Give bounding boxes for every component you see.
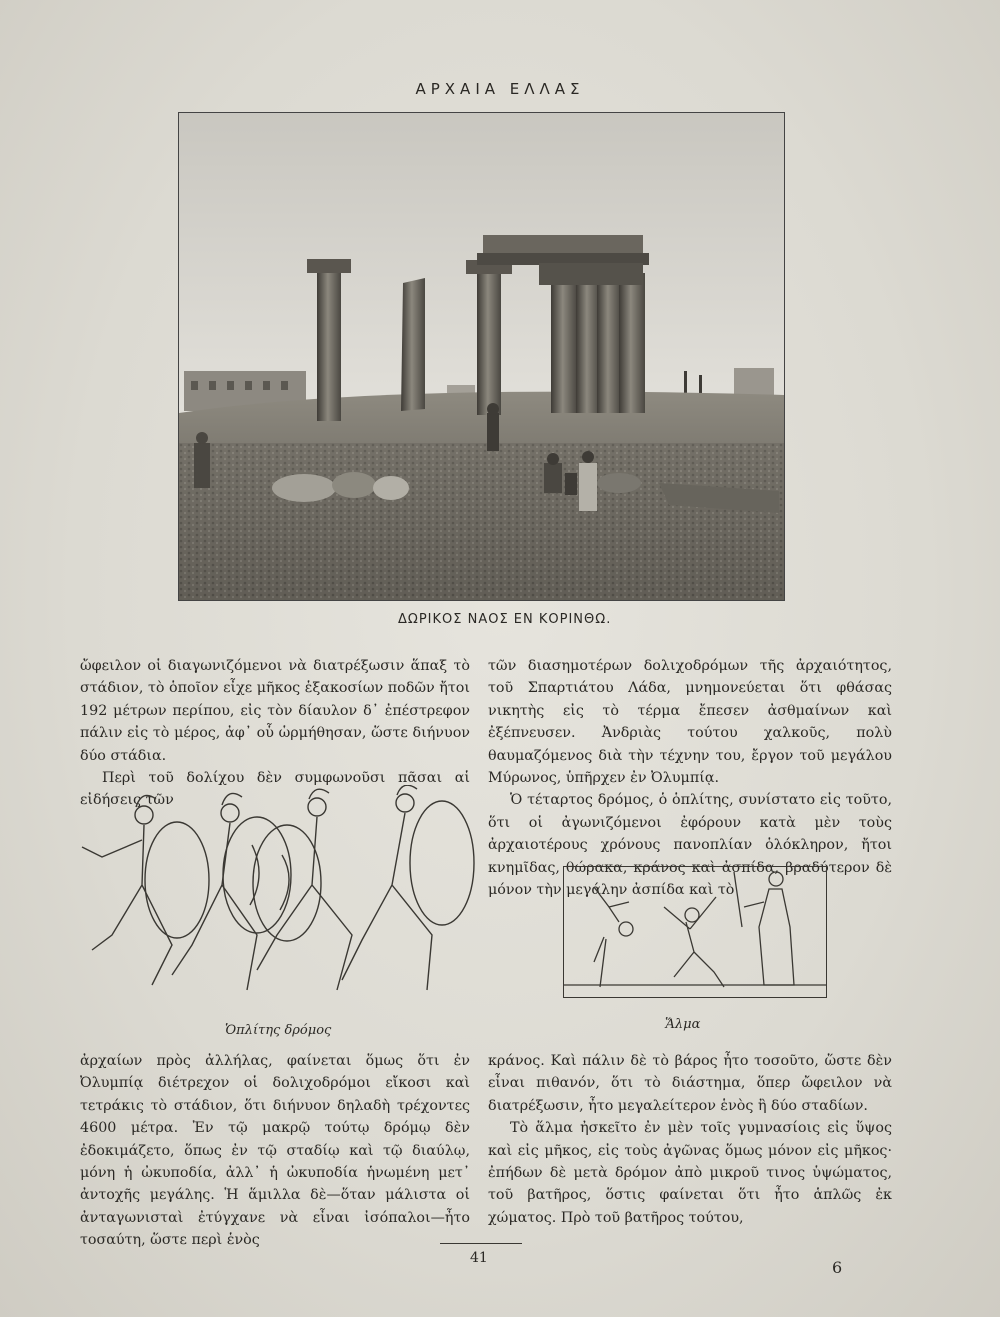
runner-2 [172, 793, 291, 990]
leaning-stick [594, 937, 606, 987]
paragraph: Τὸ ἅλμα ἠσκεῖτο ἐν μὲν τοῖς γυμνασίοις εἰς ὕψος καὶ εἰς μῆκος, εἰς τοὺς ἀγῶνας ὅμως μόνον εἰς μῆκος· ἐπήδων δὲ μετὰ δρόμον ἀπὸ μικροῦ τινος ὑψώματος, τοῦ βατῆρος, ὅστις φαίνεται ὅτι ἦτο ἁπλῶς ἐκ χώματος. Πρὸ τοῦ βατῆρος τούτου, [488, 1120, 892, 1226]
paragraph: Ὁ τέταρτος δρόμος, ὁ ὁπλίτης, συνίστατο εἰς τοῦτο, ὅτι οἱ ἀγωνιζόμενοι ἐφόρουν κατὰ μὲν τοὺς ἀρχαιοτέρους χρόνους πανοπλίαν ὁλόκληρον, ἤτοι κνημῖδας, θώρακα, κράνος καὶ ἀσπίδα, βραδύτερον δὲ μόνον τὴν μεγάλην ἀσπίδα καὶ τὸ [488, 792, 892, 899]
jump-caption: Ἅλμα [665, 1017, 701, 1032]
left-column-bottom [80, 1050, 470, 1252]
paragraph: ἀρχαίων πρὸς ἀλλήλας, φαίνεται ὅμως ὅτι ἐν Ὀλυμπίᾳ διέτρεχον οἱ δολιχοδρόμοι εἴκοσι καὶ τετράκις τὸ στάδιον, ὅτι διήνυον δηλαδὴ τρέχοντες 4600 μέτρα. Ἐν τῷ μακρῷ τούτῳ δρόμῳ δὲν ἐδοκιμάζετο, ὅπως ἐν τῷ σταδίῳ καὶ τῷ διαύλῳ, μόνη ἡ ὠκυποδία, ἀλλ᾽ ἡ ὠκυποδία ἡνωμένη μετ᾽ ἀντοχῆς μεγάλης. Ἡ ἅμιλλα δὲ—ὅταν μάλιστα οἱ ἀνταγωνισταὶ ἐτύγχανε νὰ εἶναι ἰσόπαλοι—ἦτο τοσαύτη, ὥστε περὶ ἑνὸς [80, 1053, 470, 1249]
right-column-top [488, 655, 892, 901]
runner-4 [342, 785, 474, 990]
right-column-bottom [488, 1050, 892, 1229]
temple-photograph [178, 112, 785, 601]
hoplite-race-figure [72, 785, 492, 1015]
paragraph: κράνος. Καὶ πάλιν δὲ τὸ βάρος ἦτο τοσοῦτο, ὥστε δὲν εἶναι πιθανόν, ὅτι τὸ διάστημα, ὅπερ ὤφειλον νὰ διατρέξωσιν, ἦτο μεγαλείτερον ἑνὸς ἢ δύο σταδίων. [488, 1053, 892, 1114]
running-header: ΑΡΧΑΙΑ ΕΛΛΑΣ [415, 80, 585, 98]
signature-mark: 6 [832, 1258, 843, 1277]
photo-caption: ΔΩΡΙΚΟΣ ΝΑΟΣ ΕΝ ΚΟΡΙΝΘΩ. [398, 612, 612, 627]
paragraph: τῶν διασημοτέρων δολιχοδρόμων τῆς ἀρχαιότητος, τοῦ Σπαρτιάτου Λάδα, μνημονεύεται ὅτι φθάσας νικητὴς εἰς τὸ τέρμα ἔπεσεν ἀσθμαίνων καὶ ἐξέπνευσεν. Ἀνδριὰς τούτου χαλκοῦς, πολὺ θαυμαζόμενος διὰ τὴν τέχνην του, ἔργον τοῦ μεγάλου Μύρωνος, ὑπῆρχεν ἐν Ὀλυμπίᾳ. [488, 658, 892, 787]
trainer-figure [759, 889, 794, 985]
temple-photo-illustration [179, 113, 784, 600]
tumbling-figure [594, 887, 629, 922]
runner-1 [82, 795, 209, 985]
hoplite-runners-illustration [72, 785, 492, 1015]
pole [734, 872, 742, 927]
paragraph: Περὶ τοῦ δολίχου δὲν συμφωνοῦσι πᾶσαι αἱ εἰδήσεις τῶν [80, 770, 470, 809]
paragraph: ὤφειλον οἱ διαγωνιζόμενοι νὰ διατρέξωσιν ἅπαξ τὸ στάδιον, τὸ ὁποῖον εἶχε μῆκος ἑξακοσίων ποδῶν ἤτοι 192 μέτρων περίπου, εἰς τὸν δίαυλον δ᾽ ἐπέστρεφον πάλιν εἰς τὸ μέρος, ἀφ᾽ οὗ ὡρμήθησαν, ὥστε διήνυον δύο στάδια. [80, 658, 470, 764]
jump-figure [563, 866, 827, 998]
footer-rule [440, 1243, 522, 1244]
jumper-figure [664, 897, 724, 987]
runners-caption: Ὁπλίτης δρόμος [225, 1023, 332, 1038]
long-jump-illustration [564, 867, 826, 997]
page-number: 41 [470, 1250, 488, 1266]
